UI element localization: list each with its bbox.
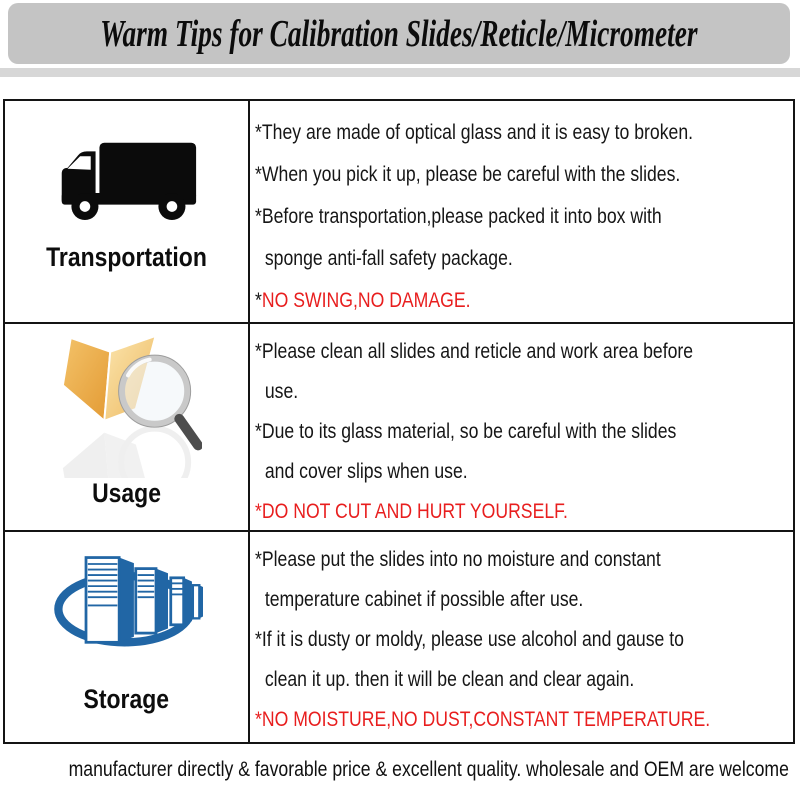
tip-line: [255, 619, 696, 659]
tip-bullet: *: [255, 547, 262, 571]
tip-text-warning: NO MOISTURE,NO DUST,CONSTANT TEMPERATURE.: [261, 707, 711, 731]
tip-text: sponge anti-fall safety package.: [264, 246, 513, 270]
tip-text: Please clean all slides and reticle and work area before: [261, 339, 694, 363]
footer-text: manufacturer directly & favorable price & excellent quality. wholesale and OEM are welcome: [68, 758, 789, 781]
truck-icon: [54, 129, 199, 226]
tip-line: [255, 111, 696, 153]
tip-line: [255, 659, 696, 699]
header-banner: [8, 3, 790, 64]
tip-text: clean it up. then it will be clean and clear again.: [264, 667, 635, 691]
table-row-transportation: [5, 101, 793, 324]
tip-bullet: *: [255, 288, 262, 312]
usage-icon-cell: [5, 324, 250, 530]
transportation-label: Transportation: [46, 242, 207, 272]
tip-bullet: *: [255, 707, 262, 731]
table-row-storage: [5, 532, 793, 742]
table-row-usage: [5, 324, 793, 532]
tip-bullet: *: [255, 162, 262, 186]
tip-line: [255, 411, 696, 451]
tip-text: They are made of optical glass and it is easy to broken.: [261, 120, 694, 144]
server-rack-icon: [51, 552, 203, 658]
tip-line-warning: [255, 279, 696, 321]
usage-label: Usage: [92, 478, 161, 508]
tip-text: If it is dusty or moldy, please use alcohol and gause to: [261, 627, 684, 651]
tip-bullet: *: [255, 627, 262, 651]
page-title: Warm Tips for Calibration Slides/Reticle/Micrometer: [100, 12, 698, 55]
tip-line: [255, 451, 696, 491]
tip-text: Please put the slides into no moisture and constant: [261, 547, 661, 571]
tip-text: When you pick it up, please be careful with the slides.: [261, 162, 681, 186]
tip-line: [255, 153, 696, 195]
tip-bullet: *: [255, 120, 262, 144]
tip-line-warning: [255, 699, 711, 739]
header-shadow-band: [0, 68, 800, 77]
footer-tagline: [0, 758, 800, 782]
tip-text-warning: DO NOT CUT AND HURT YOURSELF.: [261, 499, 568, 523]
folder-magnifier-icon: [52, 330, 202, 478]
tip-bullet: *: [255, 419, 262, 443]
transportation-tips: [250, 101, 793, 322]
tip-text: and cover slips when use.: [264, 459, 468, 483]
tip-text: Before transportation,please packed it into box with: [261, 204, 662, 228]
tip-line-warning: [255, 491, 696, 530]
tip-bullet: *: [255, 204, 262, 228]
tip-line: [255, 195, 696, 237]
storage-tips: [250, 532, 793, 742]
storage-label: Storage: [83, 684, 170, 714]
tip-text: temperature cabinet if possible after use.: [264, 587, 584, 611]
tip-text: use.: [264, 379, 299, 403]
tips-table: [3, 99, 795, 744]
tip-bullet: *: [255, 499, 262, 523]
tip-line: [255, 331, 696, 371]
storage-icon-cell: [5, 532, 250, 742]
tip-line: [255, 579, 696, 619]
tip-line: [255, 539, 696, 579]
transportation-icon-cell: [5, 101, 250, 322]
usage-tips: [250, 324, 793, 530]
tip-bullet: *: [255, 339, 262, 363]
tip-line: [255, 371, 696, 411]
tip-line: [255, 237, 696, 279]
tip-text-warning: NO SWING,NO DAMAGE.: [261, 288, 471, 312]
tip-text: Due to its glass material, so be careful with the slides: [261, 419, 677, 443]
